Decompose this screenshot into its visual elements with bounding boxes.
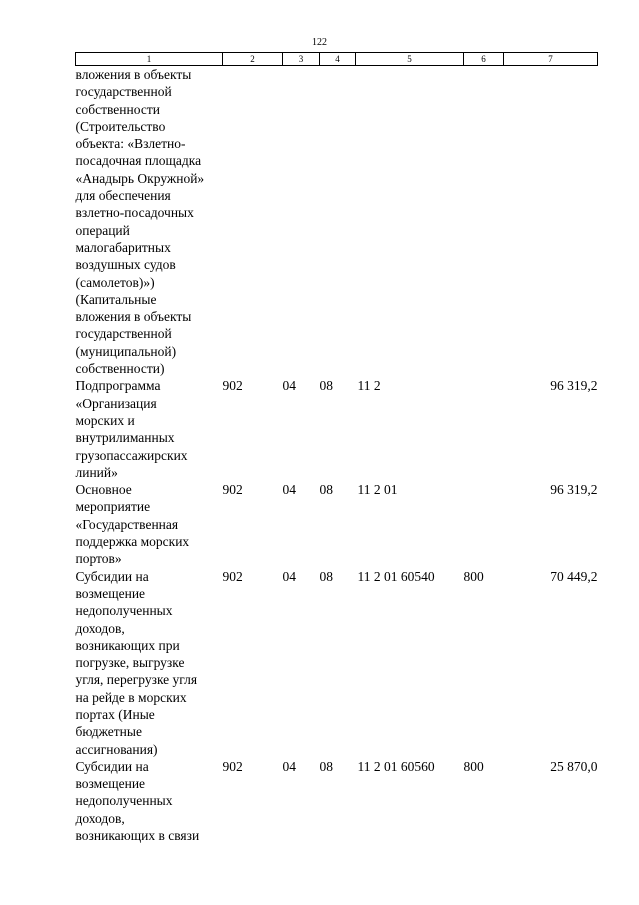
description-line: вложения в объекты — [75, 67, 192, 82]
description-line: «Государственная — [75, 516, 179, 532]
description-line: внутрилиманных — [75, 430, 175, 446]
description-line: (Строительство — [75, 118, 166, 134]
description-line: на рейде в морских — [75, 689, 187, 705]
description-line: линий» — [75, 464, 118, 480]
row-subsection-code — [320, 66, 356, 378]
row-description — [76, 568, 223, 758]
description-line: ассигнования) — [75, 741, 158, 757]
row-target-code: 11 2 01 — [357, 482, 398, 498]
row-description — [76, 66, 223, 378]
table-row — [76, 568, 598, 758]
description-line: доходов, — [75, 810, 125, 826]
description-line: угля, перегрузке угля — [75, 672, 198, 688]
row-subsection-code: 08 — [319, 482, 333, 498]
header-col-3: 3 — [283, 53, 320, 66]
row-section-code: 04 — [282, 378, 296, 394]
description-line: погрузке, выгрузке — [75, 655, 185, 671]
row-expense-type — [464, 66, 504, 378]
description-line: (Капитальные — [75, 291, 157, 307]
row-target-code: 11 2 01 60540 — [357, 568, 435, 584]
row-subsection-code: 08 — [319, 758, 333, 774]
row-ministry-code: 902 — [222, 568, 243, 584]
description-line: вложения в объекты — [75, 309, 192, 325]
table-row — [76, 377, 598, 481]
budget-table — [75, 52, 598, 844]
row-amount: 96 319,2 — [550, 482, 598, 498]
page-number: 122 — [312, 37, 327, 48]
description-line: грузопассажирских — [75, 447, 188, 463]
table-row — [76, 758, 598, 844]
description-line: воздушных судов — [75, 257, 176, 273]
row-expense-type: 800 — [463, 758, 484, 774]
header-col-6: 6 — [464, 53, 504, 66]
row-target-code — [356, 66, 464, 378]
row-section-code — [283, 66, 320, 378]
description-line: возникающих в связи — [75, 828, 200, 844]
header-col-4: 4 — [320, 53, 356, 66]
description-line: Субсидии на — [75, 568, 149, 584]
description-line: посадочная площадка — [75, 153, 202, 169]
description-line: собственности — [75, 101, 160, 117]
table-body — [76, 66, 598, 845]
row-section-code: 04 — [282, 482, 296, 498]
row-ministry-code: 902 — [222, 378, 243, 394]
description-line: государственной — [75, 84, 172, 100]
description-line: доходов, — [75, 620, 125, 636]
row-amount: 25 870,0 — [550, 758, 598, 774]
description-line: морских и — [75, 412, 135, 428]
description-line: возмещение — [75, 585, 146, 601]
row-ministry-code: 902 — [222, 482, 243, 498]
description-line: (самолетов)») — [75, 274, 155, 290]
description-line: «Организация — [75, 395, 157, 411]
description-line: возмещение — [75, 776, 146, 792]
row-section-code: 04 — [282, 758, 296, 774]
description-line: мероприятие — [75, 499, 151, 515]
description-line: портах (Иные — [75, 706, 155, 722]
description-line: возникающих при — [75, 637, 180, 653]
table-row — [76, 481, 598, 567]
description-line: недополученных — [75, 793, 173, 809]
description-line: собственности) — [75, 361, 165, 377]
row-subsection-code: 08 — [319, 378, 333, 394]
row-target-code: 11 2 — [357, 378, 381, 394]
row-amount — [504, 66, 598, 378]
row-description — [76, 481, 223, 567]
header-col-7: 7 — [504, 53, 598, 66]
description-line: государственной — [75, 326, 172, 342]
row-section-code: 04 — [282, 568, 296, 584]
description-line: объекта: «Взлетно- — [75, 136, 186, 152]
row-subsection-code: 08 — [319, 568, 333, 584]
description-line: для обеспечения — [75, 188, 171, 204]
row-description — [76, 377, 223, 481]
row-target-code: 11 2 01 60560 — [357, 758, 435, 774]
header-col-5: 5 — [356, 53, 464, 66]
description-line: поддержка морских — [75, 534, 190, 550]
description-line: Субсидии на — [75, 758, 149, 774]
header-col-1: 1 — [76, 53, 223, 66]
row-description — [76, 758, 223, 844]
row-expense-type — [464, 481, 504, 567]
header-col-2: 2 — [223, 53, 283, 66]
table-row — [76, 66, 598, 378]
description-line: Основное — [75, 482, 132, 498]
row-ministry-code: 902 — [222, 758, 243, 774]
description-line: «Анадырь Окружной» — [75, 170, 205, 186]
row-amount: 96 319,2 — [550, 378, 598, 394]
description-line: портов» — [75, 551, 122, 567]
description-line: Подпрограмма — [75, 378, 161, 394]
description-line: бюджетные — [75, 724, 142, 740]
row-ministry-code — [223, 66, 283, 378]
row-amount: 70 449,2 — [550, 568, 598, 584]
description-line: (муниципальной) — [75, 343, 177, 359]
description-line: операций — [75, 222, 130, 238]
description-line: взлетно-посадочных — [75, 205, 194, 221]
description-line: недополученных — [75, 603, 173, 619]
row-expense-type — [464, 377, 504, 481]
row-expense-type: 800 — [463, 568, 484, 584]
header-row — [76, 53, 598, 66]
description-line: малогабаритных — [75, 239, 171, 255]
table-header — [76, 53, 598, 66]
